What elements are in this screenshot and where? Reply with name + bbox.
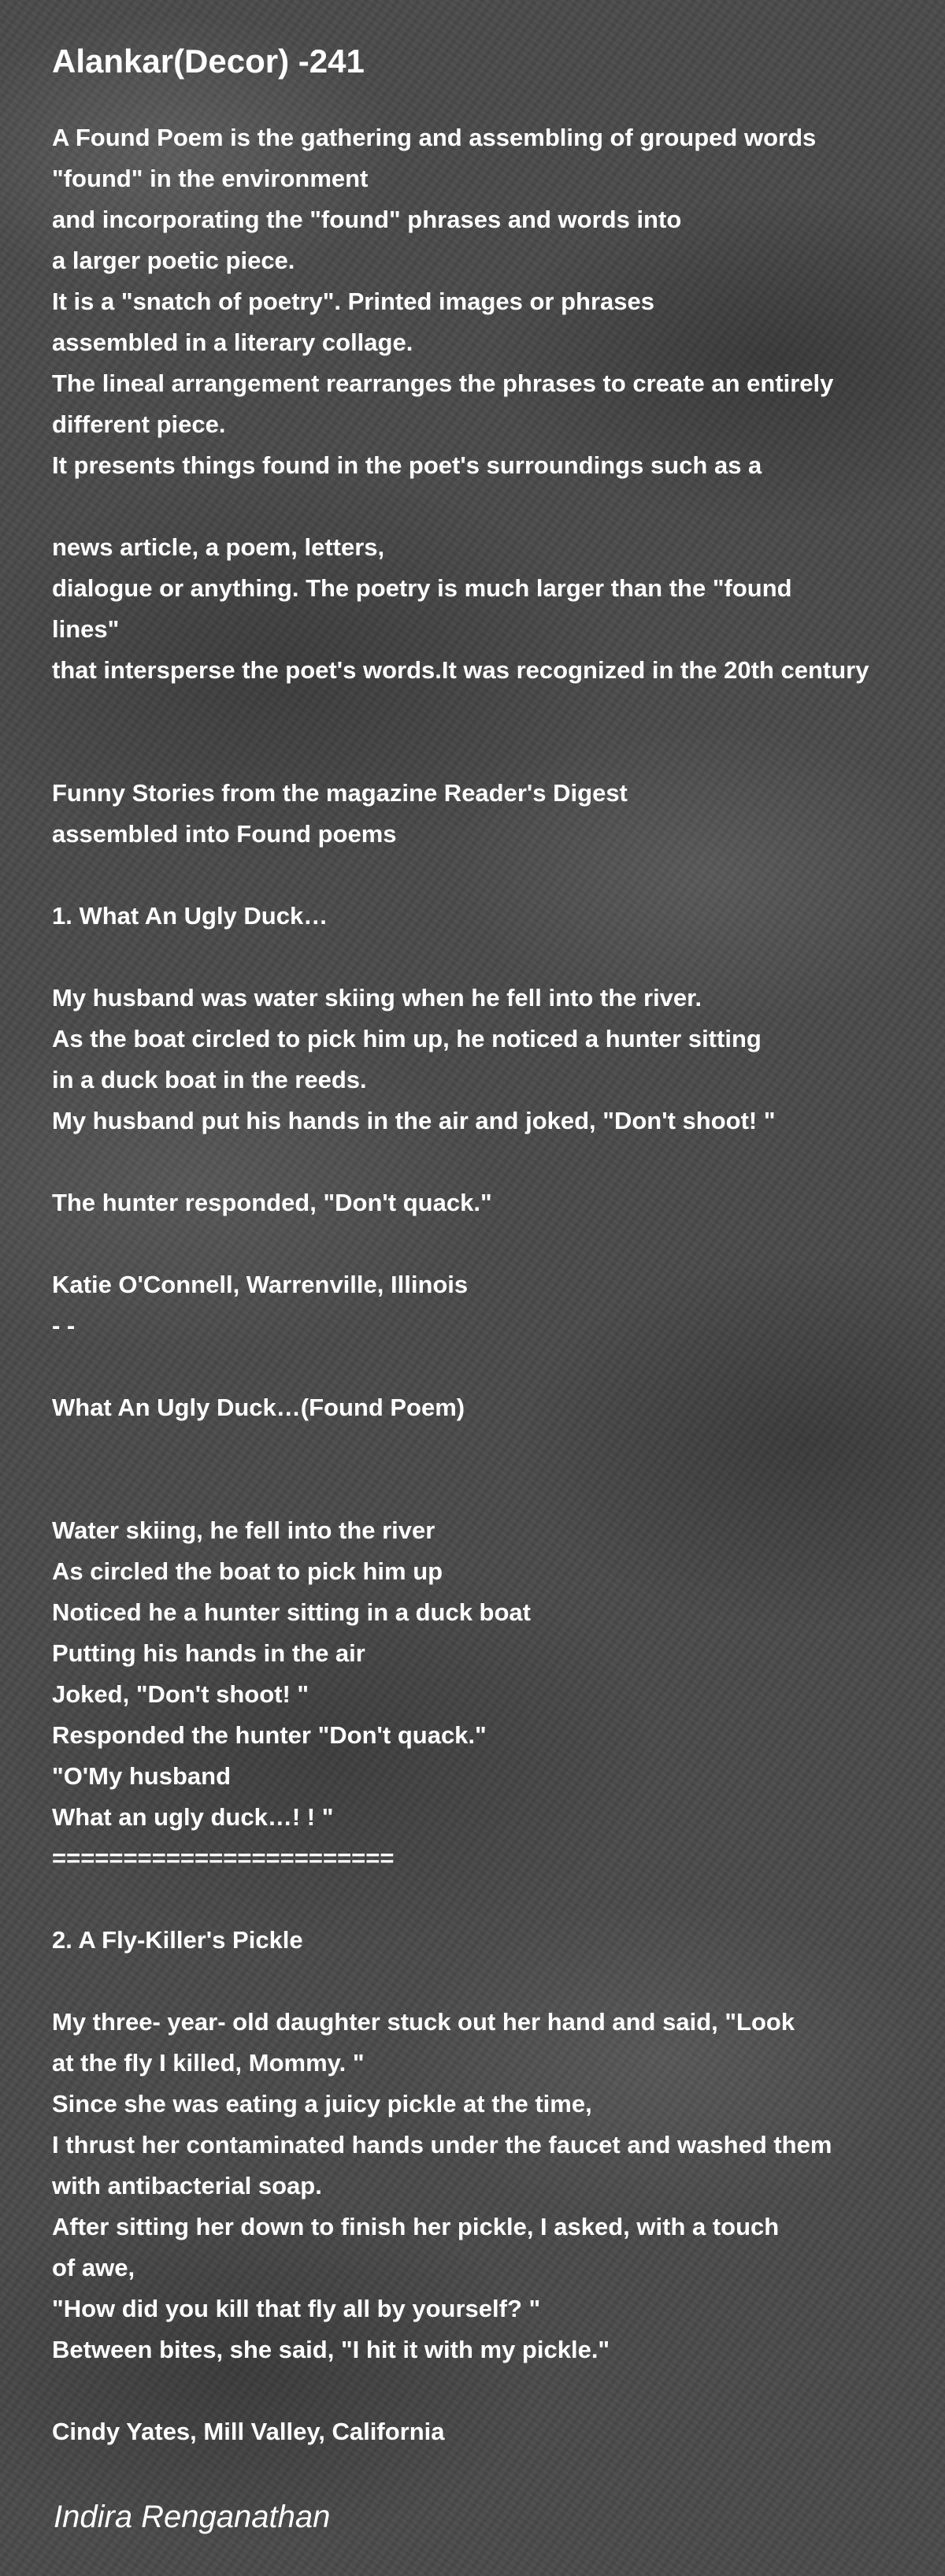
poem-line: My three- year- old daughter stuck out her hand and said, "Look [52,2008,795,2036]
poem-line: assembled into Found poems [52,820,397,848]
poem-line: ======================== [52,1844,395,1872]
poem-blank-line [52,855,926,896]
poem-line: and incorporating the "found" phrases and words into [52,206,682,233]
poem-blank-line [52,1469,926,1510]
poem-blank-line [52,1428,926,1469]
poem-line: Joked, "Don't shoot! " [52,1680,309,1708]
poem-line: "O'My husband [52,1762,232,1790]
poem-author: Indira Renganathan [54,2500,331,2534]
poem-blank-line [52,937,926,978]
poem-line: a larger poetic piece. [52,247,295,274]
poem-line: What an ugly duck…! ! " [52,1803,334,1831]
poem-title: Alankar(Decor) -241 [52,43,365,80]
poem-line: Between bites, she said, "I hit it with my pickle." [52,2336,610,2363]
poem-line: The lineal arrangement rearranges the phrases to create an entirely [52,369,834,397]
poem-blank-line [52,1223,926,1264]
poem-line: - - [52,1312,76,1339]
poem-line: Katie O'Connell, Warrenville, Illinois [52,1271,469,1298]
poem-body [52,117,926,2452]
poem-line: Noticed he a hunter sitting in a duck boat [52,1598,531,1626]
poem-line: The hunter responded, "Don't quack." [52,1189,492,1216]
poem-line: 2. A Fly-Killer's Pickle [52,1926,303,1954]
poem-line: A Found Poem is the gathering and assembling of grouped words [52,124,817,151]
poem-line: lines" [52,615,120,643]
poem-line: "found" in the environment [52,165,369,192]
poem-blank-line [52,1141,926,1182]
poem-line: news article, a poem, letters, [52,533,385,561]
poem-line: It presents things found in the poet's surroundings such as a [52,451,762,479]
poem-line: at the fly I killed, Mommy. " [52,2049,365,2077]
poem-line: "How did you kill that fly all by yourself? " [52,2295,541,2322]
poem-line: Responded the hunter "Don't quack." [52,1721,487,1749]
poem-line: different piece. [52,410,226,438]
poem-line: Water skiing, he fell into the river [52,1516,435,1544]
poem-line: As circled the boat to pick him up [52,1557,443,1585]
poem-line: of awe, [52,2254,135,2281]
poem-blank-line [52,2370,926,2411]
poem-blank-line [52,1961,926,2002]
poem-blank-line [52,486,926,527]
poem-line: in a duck boat in the reeds. [52,1066,367,1093]
poem-blank-line [52,732,926,773]
poem-line: 1. What An Ugly Duck… [52,902,328,930]
poem-line: As the boat circled to pick him up, he noticed a hunter sitting [52,1025,762,1052]
poem-blank-line [52,1879,926,1920]
poem-line: dialogue or anything. The poetry is much larger than the "found [52,574,792,602]
poem-line: Putting his hands in the air [52,1639,365,1667]
poem-blank-line [52,691,926,732]
poem-line: Cindy Yates, Mill Valley, California [52,2418,445,2445]
poem-line: I thrust her contaminated hands under the faucet and washed them [52,2131,832,2158]
poem-blank-line [52,1346,926,1387]
poem-line: Funny Stories from the magazine Reader's Digest [52,779,628,807]
poem-line: assembled in a literary collage. [52,328,413,356]
poem-line: My husband was water skiing when he fell into the river. [52,984,702,1011]
poem-line: Since she was eating a juicy pickle at the time, [52,2090,592,2118]
poem-line: with antibacterial soap. [52,2172,322,2199]
poem-line: My husband put his hands in the air and joked, "Don't shoot! " [52,1107,776,1134]
poem-line: that intersperse the poet's words.It was recognized in the 20th century [52,656,869,684]
poem-line: It is a "snatch of poetry". Printed images or phrases [52,288,654,315]
poem-line: After sitting her down to finish her pickle, I asked, with a touch [52,2213,780,2240]
poem-line: What An Ugly Duck…(Found Poem) [52,1394,465,1421]
